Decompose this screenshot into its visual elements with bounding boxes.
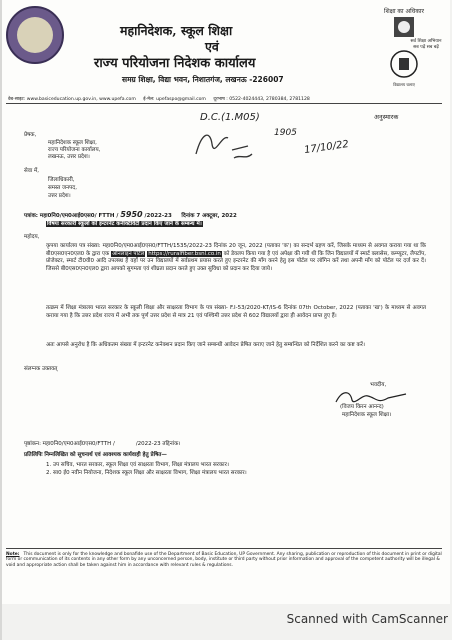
signatory-name: (विजय किरन आनन्द) (340, 404, 384, 410)
endorsement-prefix: पृष्ठांकन: महा0नि0/एम0आई0एस0/FTTH / (24, 441, 115, 447)
header-divider (6, 103, 442, 104)
signature-yours: भवदीय, (370, 382, 387, 388)
portal-label: ऑनलाइन पोर्टल (112, 250, 145, 257)
footer-divider (6, 548, 442, 549)
ref-prefix: पत्रांक: महा0नि0/एम0आई0एस0/ FTTH / (24, 213, 119, 219)
recipient-line-2: समस्त जनपद, (48, 185, 77, 191)
ssa-logo-line-2: सब पढ़ें सब बढ़ें (413, 45, 439, 50)
contact-strip (8, 96, 438, 102)
up-emblem-logo (6, 6, 64, 64)
recipient-label: सेवा में, (24, 168, 39, 174)
paragraph-2: तत्क्रम में शिक्षा मंत्रालय भारत सरकार के स्कूली शिक्षा और साक्षरता विभाग के पत्र संख्या- F.I-53/2020-KT/IS-6 दिनांक 07th October, 2022 (पताका 'ख') के माध्यम से अवगत कराया गया है कि उत्तर प्रदेश राज्य में अभी तक पूर्ण उत्तर प्रदेश से मात्र 21 एवं पश्चिमी उत्तर प्रदेश से 602 विद्यालयों द्वारा ही आवेदन प्राप्त हुए हैं। (46, 305, 426, 319)
subject-line (46, 221, 203, 228)
ssa-logo-line-1: सर्व शिक्षा अभियान (410, 39, 442, 44)
handwritten-number: 1905 (274, 128, 297, 138)
letter-page (2, 0, 450, 604)
sender-line-3: लखनऊ, उत्तर प्रदेश। (48, 154, 90, 160)
letterhead (2, 0, 450, 98)
footer-note (6, 552, 446, 568)
email-text: ई-मेल: upefaspo@gmail.com (143, 97, 206, 102)
handwritten-date: 17/10/22 (303, 138, 350, 157)
ref-year: /2022-23 (144, 213, 172, 219)
endorsement-year: /2022-23 तद्दिनांक। (135, 441, 181, 447)
ref-date-label: दिनांक (181, 213, 195, 219)
portal-url: https://ruralfiber.bsnl.co.in (148, 250, 221, 257)
ref-number: 5950 (120, 210, 143, 219)
ref-date: 7 अक्टूबर, 2022 (196, 213, 237, 219)
enclosure-label: संलग्नक उक्तवत् (24, 366, 58, 372)
note-label: Note: (6, 552, 20, 557)
header-line-1: महानिदेशक, स्कूल शिक्षा (120, 23, 233, 38)
handwritten-initials (188, 124, 258, 164)
reminder-label: अनुस्मारक (374, 113, 399, 121)
paragraph-1 (46, 243, 426, 273)
handwritten-ref: D.C.(1.M05) (200, 112, 260, 123)
copy-to-line: प्रतिलिपिः निम्नलिखित को सूचनार्थ एवं आवश्यक कार्यवाही हेतु प्रेषित— (24, 452, 167, 458)
sender-label: प्रेषक, (24, 132, 37, 138)
endorsement-ref (24, 441, 180, 448)
header-line-2: एवं (205, 39, 219, 54)
letter-reference (24, 211, 237, 220)
header-line-3: राज्य परियोजना निदेशक कार्यालय (94, 56, 256, 71)
header-address: समग्र शिक्षा, विद्या भवन, निशातगंज, लखनऊ -226007 (122, 75, 284, 84)
para1-part1: कृपया कार्यालय पत्र संख्या: महा0नि0/एम0आई0एस0/FTTH/1535/2022-23 दिनांक 20 जून, 2022 (पताका 'क') का सन्दर्भ ग्रहण करें, जिसके माध्यम से अवगत कराया गया था कि बी0एस0एन0एल0 के द्वारा एक (46, 243, 426, 257)
website-text: वेब-साइट: www.basiceducation.up.gov.in, www.upefa.com (8, 97, 136, 102)
signatory-title: महानिदेशक स्कूल शिक्षा। (342, 412, 392, 418)
subject-text: विषयः सरकारी स्कूलों को इन्टरनेट कनेक्टिविटी प्रदान किए जाने के सम्बन्ध में। (47, 221, 202, 227)
sarva-shiksha-abhiyan-logo (364, 4, 444, 90)
rte-logo-title: शिक्षा का अधिकार (384, 8, 424, 15)
phone-text: दूरभाष : 0522-4024443, 2780384, 2781128 (213, 97, 310, 102)
recipient-line-3: उत्तर प्रदेश। (48, 193, 71, 199)
para1-part2: को डेवलप किया गया है एवं अपेक्षा की गयी थी कि जिन विद्यालयों में स्मार्ट क्लासेस, कम्प्यूटर, लैपटॉप, प्रोजेक्टर, स्मार्ट टी0वी0 आदि उपलब्ध हैं वहाँ पर उन विद्यालयों में सर्वप्रथम प्रयास करते हुए इन्टरनेट की माँग करने हेतु इस पोर्टल पर लॉगिन करें तथा अपनी माँग को पोर्टल पर दर्ज कर दें। जिससे बी0एस0एन0एल0 द्वारा आपको सुगमता एवं शीघ्रता प्रदान करते हुए उक्त सुविधा को प्रदान कर दिया जाये। (46, 250, 427, 272)
sender-line-1: महानिदेशक स्कूल शिक्षा, (48, 140, 97, 146)
copy-item-1: 1. उप सचिव, भारत सरकार, स्कूल शिक्षा एवं साक्षरता विभाग, शिक्षा मंत्रालय भारत सरकार। (46, 462, 229, 468)
note-text: This document is only for the knowledge and bonafide use of the Department of Basic Education, UP Government. Any sharing, publication or reproduction of this document in print or digital form or communication of its contents in any other form by any unconcerned person, body, institute or third party without prior information and approval of the competent authority will be illegal & void and appropriate action shall be taken against him in accordance with relevant rules & regulations. (6, 552, 442, 568)
salutation: महोदय, (24, 234, 40, 240)
camscanner-watermark: Scanned with CamScanner (286, 612, 448, 626)
paragraph-3: अतः आपसे अनुरोध है कि अधिकतम संख्या में इन्टरनेट कनेक्शन प्रदान किए जाने सम्बन्धी आवेदन प्रेषित कराए जाने हेतु सम्बन्धित को निर्देशित करने का कष्ट करें। (46, 342, 365, 348)
ssa-logo-caption: विद्यालय चलाए (393, 82, 415, 87)
sender-line-2: राज्य परियोजना कार्यालय, (48, 147, 101, 153)
recipient-line-1: जिलाधिकारी, (48, 177, 75, 183)
copy-item-2: 2. सा0 ई0 नवीन नियोजना, निदेशक स्कूल शिक्षा और साक्षरता विभाग, शिक्षा मंत्रालय भारत सरकार। (46, 470, 247, 476)
